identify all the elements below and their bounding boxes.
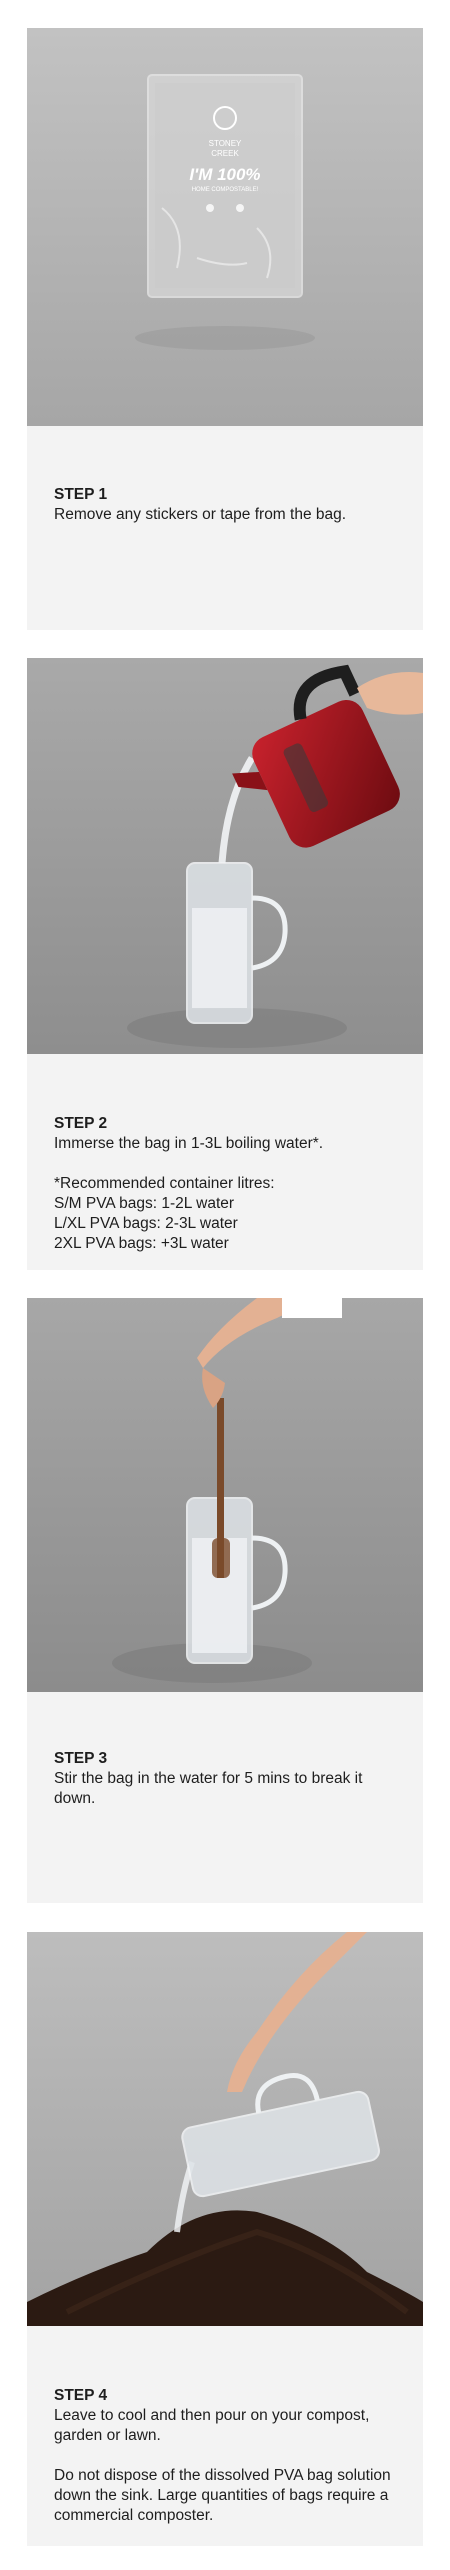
step-3-photo	[27, 1298, 423, 1692]
step-3-title: STEP 3	[54, 1750, 108, 1767]
kettle-pouring-illustration	[27, 658, 423, 1054]
step-2-size-sm: S/M PVA bags: 1-2L water	[54, 1195, 235, 1212]
step-2-text: Immerse the bag in 1-3L boiling water*.	[54, 1135, 324, 1152]
stirring-illustration	[27, 1298, 423, 1692]
step-1-text: Remove any stickers or tape from the bag.	[54, 506, 347, 523]
step-card-1	[27, 28, 423, 630]
step-2-recommended-heading: *Recommended container litres:	[54, 1175, 275, 1192]
step-1-caption	[27, 455, 423, 630]
bag-brand-line1: STONEY	[208, 139, 242, 148]
step-3-caption	[27, 1719, 423, 1903]
step-2-size-lxl: L/XL PVA bags: 2-3L water	[54, 1215, 238, 1232]
step-2-size-2xl: 2XL PVA bags: +3L water	[54, 1235, 229, 1252]
step-card-3	[27, 1298, 423, 1903]
bag-brand-line2: CREEK	[211, 149, 239, 158]
step-4-text: Leave to cool and then pour on your compost, garden or lawn.	[54, 2407, 370, 2444]
bag-subline: HOME COMPOSTABLE!	[191, 187, 259, 193]
step-4-caption	[27, 2356, 423, 2546]
step-2-photo	[27, 658, 423, 1054]
step-4-title: STEP 4	[54, 2387, 108, 2404]
step-3-text: Stir the bag in the water for 5 mins to break it down.	[54, 1770, 363, 1807]
step-2-caption	[27, 1084, 423, 1270]
step-card-2	[27, 658, 423, 1270]
step-1-title: STEP 1	[54, 486, 108, 503]
step-1-photo	[27, 28, 423, 426]
compostable-bag-illustration	[27, 28, 423, 426]
step-4-disposal-note: Do not dispose of the dissolved PVA bag solution down the sink. Large quantities of bags require a commercial composter.	[54, 2467, 391, 2524]
step-4-photo	[27, 1932, 423, 2326]
step-card-4	[27, 1932, 423, 2546]
pouring-compost-illustration	[27, 1932, 423, 2326]
step-2-title: STEP 2	[54, 1115, 108, 1132]
bag-headline: I'M 100%	[189, 165, 261, 184]
